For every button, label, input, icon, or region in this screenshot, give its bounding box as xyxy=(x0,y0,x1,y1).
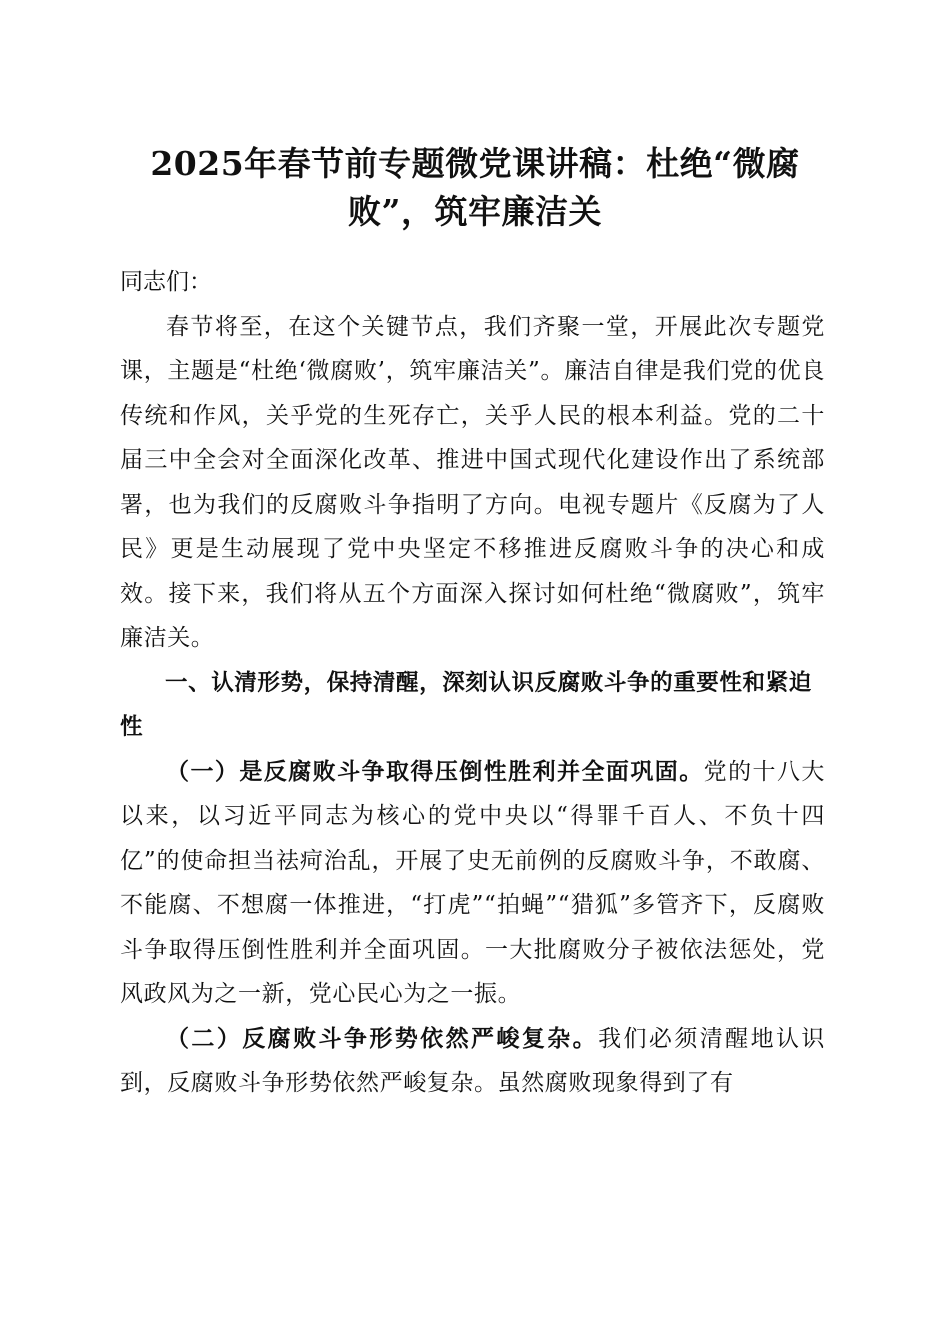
subsection-title-1: （一）是反腐败斗争取得压倒性胜利并全面巩固。 xyxy=(166,757,704,785)
subsection-title-2: （二）反腐败斗争形势依然严峻复杂。 xyxy=(166,1024,599,1052)
subsection-text-1: 党的十八大以来，以习近平同志为核心的党中央以“得罪千百人、不负十四亿”的使命担当祛疴治乱，开展了史无前例的反腐败斗争，不敢腐、不能腐、不想腐一体推进，“打虎”“拍蝇”“猎狐”多管齐下，反腐败斗争取得压倒性胜利并全面巩固。一大批腐败分子被依法惩处，党风政风为之一新，党心民心为之一振。 xyxy=(120,758,826,1007)
subsection-text-2: 我们必须清醒地认识到，反腐败斗争形势依然严峻复杂。虽然腐败现象得到了有 xyxy=(120,1025,826,1096)
intro-paragraph: 春节将至，在这个关键节点，我们齐聚一堂，开展此次专题党课，主题是“杜绝‘微腐败’，筑牢廉洁关”。廉洁自律是我们党的优良传统和作风，关乎党的生死存亡，关乎人民的根本利益。党的二十届三中全会对全面深化改革、推进中国式现代化建设作出了系统部署，也为我们的反腐败斗争指明了方向。电视专题片《反腐为了人民》更是生动展现了党中央坚定不移推进反腐败斗争的决心和成效。接下来，我们将从五个方面深入探讨如何杜绝“微腐败”，筑牢廉洁关。 xyxy=(120,313,825,651)
document-title: 2025年春节前专题微党课讲稿：杜绝“微腐败”，筑牢廉洁关 xyxy=(150,144,800,231)
section-heading-1: 一、认清形势，保持清醒，深刻认识反腐败斗争的重要性和紧迫性 xyxy=(120,669,812,740)
salutation: 同志们： xyxy=(120,269,212,295)
subsection-paragraph-1 xyxy=(120,750,825,1017)
document-body xyxy=(120,260,825,1106)
subsection-paragraph-2 xyxy=(120,1017,825,1106)
